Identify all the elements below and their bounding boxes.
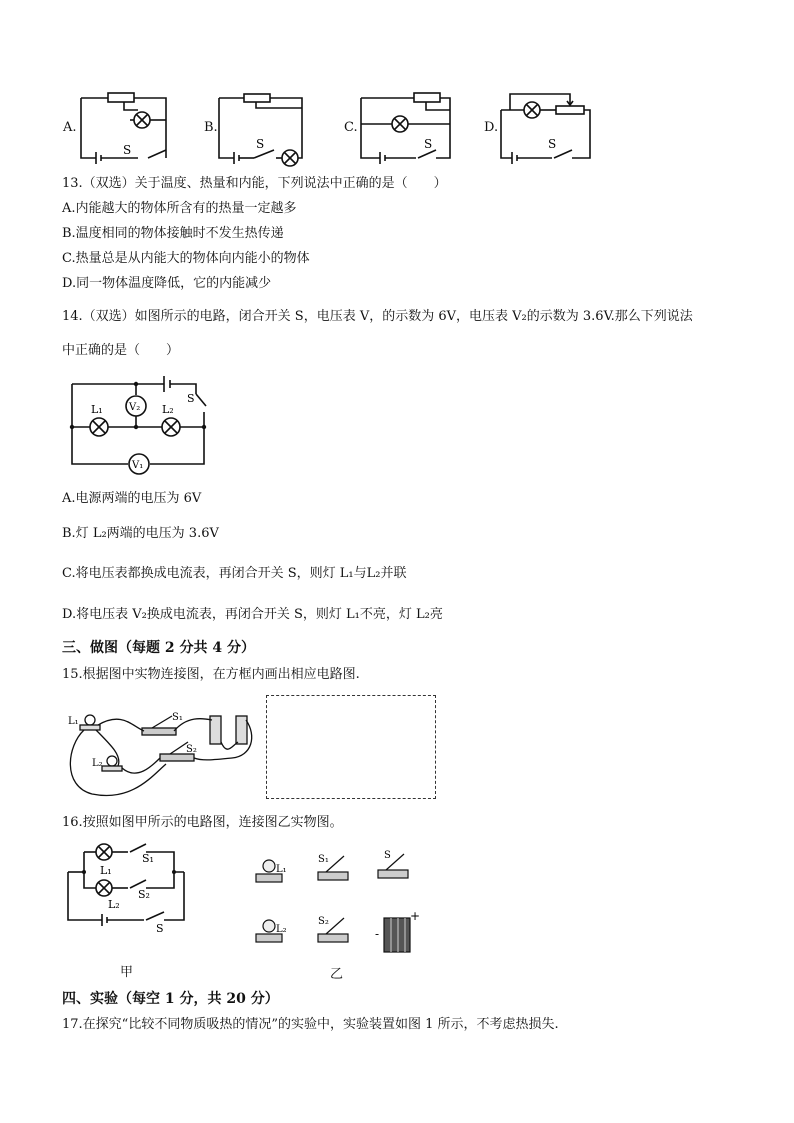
q14-circuit-diagram	[66, 372, 216, 471]
q13-option-d: D.同一物体温度降低，它的内能减少	[62, 276, 272, 291]
caption-jia: 甲	[120, 965, 134, 980]
q16-circuit-diagram-jia	[64, 840, 194, 935]
switch-label: S	[548, 137, 557, 151]
bulb-l2-label: L₂	[276, 924, 287, 935]
switch-label: S	[187, 392, 195, 405]
circuit-b-diagram	[216, 88, 316, 168]
q14-option-c: C.将电压表都换成电流表，再闭合开关 S，则灯 L₁与L₂并联	[62, 566, 407, 581]
lamp-l2-label: L₂	[108, 898, 120, 911]
bulb-l1-label: L₁	[276, 864, 287, 875]
q13-option-c: C.热量总是从内能大的物体向内能小的物体	[62, 251, 310, 266]
voltmeter-v2-label: V₂	[129, 402, 141, 413]
circuit-c-diagram	[358, 88, 458, 168]
bulb-l1-label: L₁	[68, 716, 79, 727]
figure-label-d: D.	[484, 120, 499, 135]
battery-plus-label: +	[410, 909, 421, 923]
switch-s-label: S	[384, 850, 391, 861]
q15-physical-wiring-figure	[62, 706, 262, 804]
section-4-heading: 四、实验（每空 1 分，共 20 分）	[62, 991, 279, 1007]
figure-label-b: B.	[204, 120, 218, 135]
q14-stem-line2: 中正确的是（ ）	[62, 343, 180, 358]
q13-option-a: A.内能越大的物体所含有的热量一定越多	[62, 201, 297, 216]
switch-s2-label: S₂	[318, 916, 329, 927]
switch-s2-label: S₂	[186, 744, 197, 755]
q14-stem-line1: 14.（双选）如图所示的电路，闭合开关 S，电压表 V，的示数为 6V，电压表 V₂的示数为 3.6V.那么下列说法	[62, 309, 693, 324]
section-3-heading: 三、做图（每题 2 分共 4 分）	[62, 640, 255, 656]
switch-s-label: S	[156, 922, 164, 935]
q14-option-b: B.灯 L₂两端的电压为 3.6V	[62, 526, 219, 541]
voltmeter-v1-label: V₁	[132, 460, 144, 471]
switch-s1-label: S₁	[318, 854, 329, 865]
lamp-l1-label: L₁	[91, 403, 103, 416]
figure-label-a: A.	[63, 120, 77, 135]
q15-stem: 15.根据图中实物连接图，在方框内画出相应电路图.	[62, 667, 360, 682]
circuit-d-diagram	[498, 88, 598, 168]
switch-label: S	[424, 137, 433, 151]
q13-option-b: B.温度相同的物体接触时不发生热传递	[62, 226, 284, 241]
switch-label: S	[256, 137, 265, 151]
lamp-l2-label: L₂	[162, 403, 174, 416]
q17-stem: 17.在探究“比较不同物质吸热的情况”的实验中，实验装置如图 1 所示，不考虑热损失.	[62, 1017, 559, 1032]
figure-label-c: C.	[344, 120, 358, 135]
switch-s1-label: S₁	[142, 852, 154, 865]
q14-option-a: A.电源两端的电压为 6V	[62, 491, 202, 506]
answer-drawing-box[interactable]	[266, 695, 436, 799]
bulb-l2-label: L₂	[92, 758, 103, 769]
q16-stem: 16.按照如图甲所示的电路图，连接图乙实物图。	[62, 815, 343, 830]
switch-s1-label: S₁	[172, 712, 183, 723]
circuit-a-diagram	[78, 88, 178, 168]
q16-physical-components-yi	[250, 846, 420, 956]
q13-stem: 13.（双选）关于温度、热量和内能，下列说法中正确的是（ ）	[62, 176, 447, 191]
switch-label: S	[123, 143, 132, 157]
battery-minus-label: -	[375, 927, 380, 941]
switch-s2-label: S₂	[138, 888, 150, 901]
q14-option-d: D.将电压表 V₂换成电流表，再闭合开关 S，则灯 L₁不亮，灯 L₂亮	[62, 607, 443, 622]
caption-yi: 乙	[330, 967, 344, 982]
lamp-l1-label: L₁	[100, 864, 112, 877]
